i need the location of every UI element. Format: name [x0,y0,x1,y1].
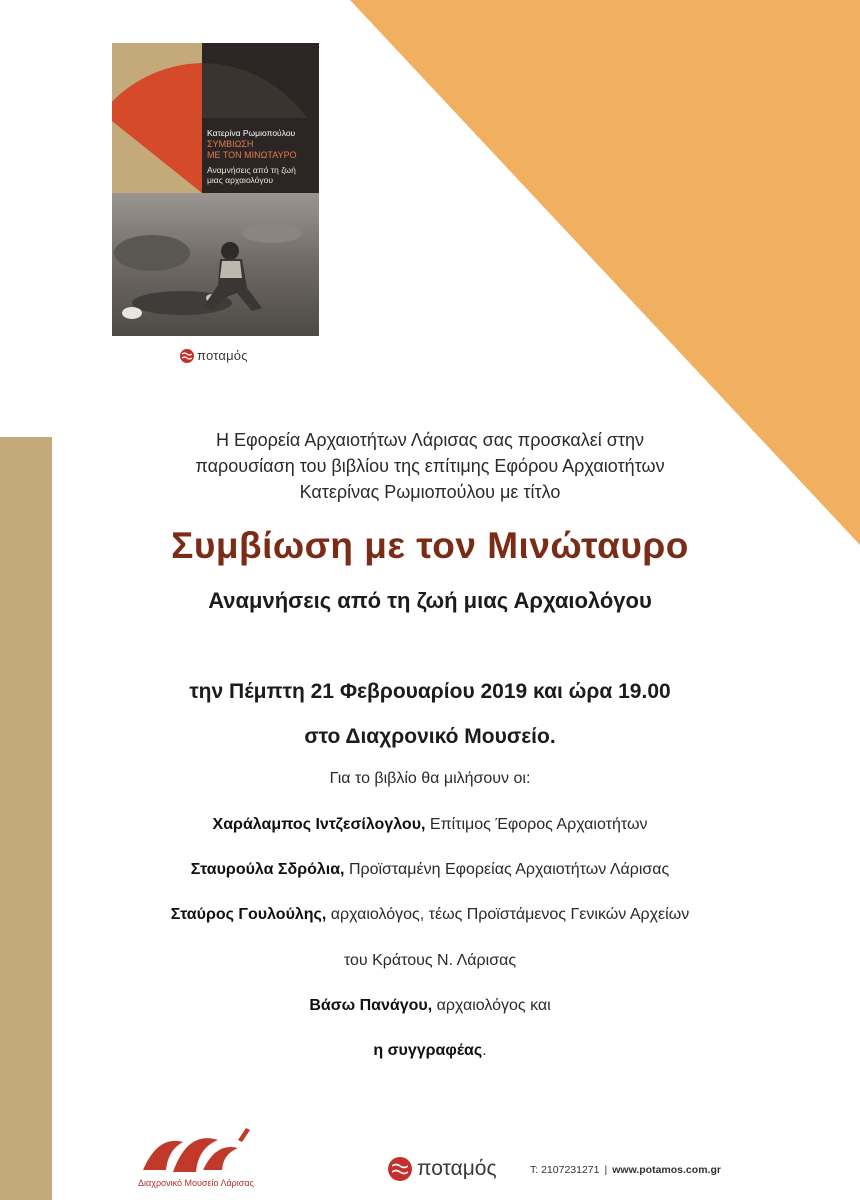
speaker-role: . [482,1042,487,1059]
speaker-name: Χαράλαμπος Ιντζεσίλογλου, [212,816,426,833]
wave-icon [180,349,194,363]
cover-title: ΣΥΜΒΙΩΣΗ ΜΕ ΤΟΝ ΜΙΝΩΤΑΥΡΟ [207,139,297,160]
cover-photo [112,193,319,336]
publisher-website: www.potamos.com.gr [612,1164,721,1176]
event-date: την Πέμπτη 21 Φεβρουαρίου 2019 και ώρα 19.00 [189,680,671,703]
publisher-name: ποταμός [417,1157,497,1180]
event-venue: στο Διαχρονικό Μουσείο. [304,725,556,748]
speaker-name: Σταύρος Γουλούλης, [170,906,327,923]
publisher-phone: Τ: 2107231271 [530,1164,600,1176]
speakers-intro: Για το βιβλίο θα μιλήσουν οι: [329,770,531,787]
invitation-line: παρουσίαση του βιβλίου της επίτιμης Εφόρου Αρχαιοτήτων [195,456,665,476]
invitation-line: Η Εφορεία Αρχαιοτήτων Λάρισας σας προσκαλεί στην [215,430,645,450]
speaker-line [0,906,860,924]
speaker-role: αρχαιολόγος και [432,997,551,1014]
speaker-line [0,997,860,1015]
speaker-role: αρχαιολόγος, τέως Προϊστάμενος Γενικών Αρχείων [326,906,690,923]
museum-name: Διαχρονικό Μουσείο Λάρισας [138,1178,254,1188]
publisher-contact [530,1164,721,1176]
book-cover [112,43,319,336]
publisher-logo-large [388,1157,497,1181]
speaker-line [0,952,860,970]
book-subtitle: Αναμνήσεις από τη ζωή μιας Αρχαιολόγου [208,588,652,613]
wave-icon [388,1157,412,1181]
speaker-role: Επίτιμος Έφορος Αρχαιοτήτων [425,816,648,833]
separator: | [604,1164,608,1176]
cover-author: Κατερίνα Ρωμιοπούλου [207,128,296,138]
speaker-role: του Κράτους Ν. Λάρισας [343,952,517,969]
speaker-line [0,861,860,879]
book-title: Συμβίωση με τον Μινώταυρο [171,525,689,566]
speaker-name: Σταυρούλα Σδρόλια, [190,861,345,878]
invitation-line: Κατερίνας Ρωμιοπούλου με τίτλο [299,482,561,502]
publisher-logo-small [180,348,248,363]
speaker-role: Προϊσταμένη Εφορείας Αρχαιοτήτων Λάρισας [344,861,670,878]
speaker-name: Βάσω Πανάγου, [309,997,433,1014]
publisher-name: ποταμός [197,348,248,363]
invitation-text [0,427,860,505]
speaker-line [0,1042,860,1060]
cover-subtitle: Αναμνήσεις από τη ζωή μιας αρχαιολόγου [207,165,296,185]
speaker-name: η συγγραφέας [373,1042,483,1059]
speaker-line [0,816,860,834]
